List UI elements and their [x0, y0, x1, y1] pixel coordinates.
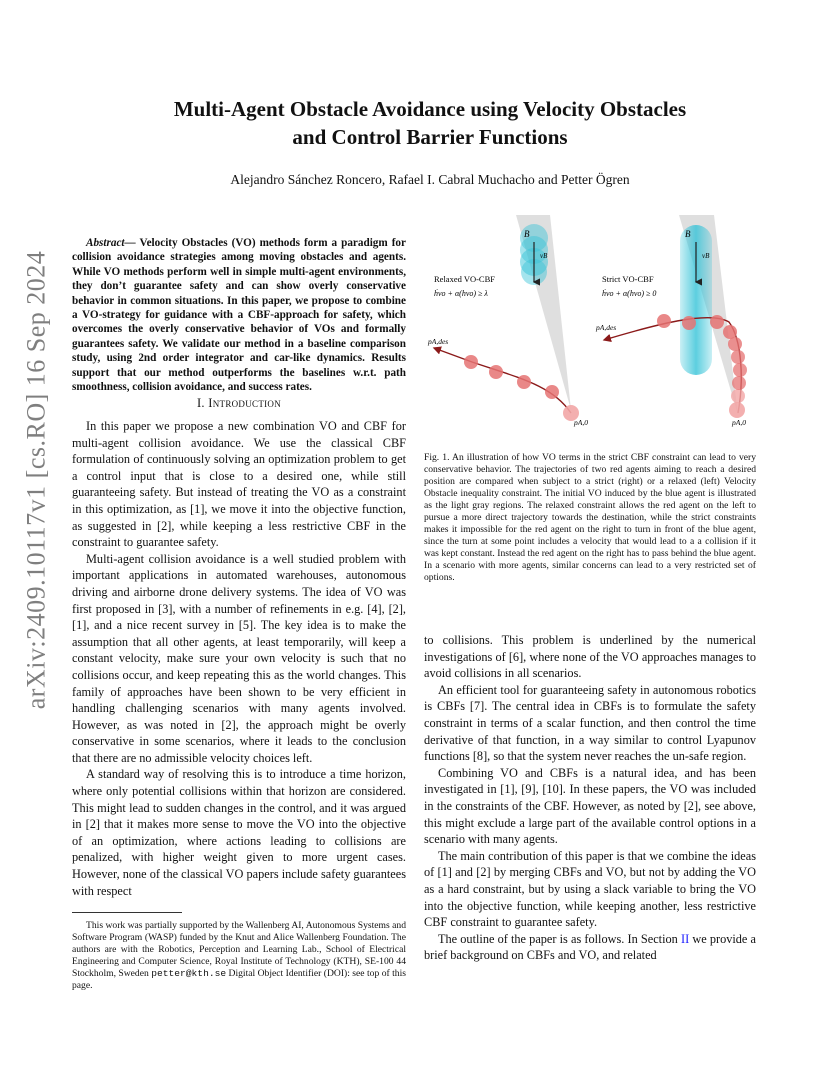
- arxiv-stamp-text: arXiv:2409.10117v1 [cs.RO] 16 Sep 2024: [21, 250, 50, 710]
- velocity-label-right: vB: [702, 252, 710, 260]
- trajectory-left: [434, 348, 571, 413]
- strict-label: Strict VO-CBF: [602, 274, 654, 284]
- footnote-rule: [72, 912, 182, 913]
- arxiv-stamp: [14, 250, 58, 710]
- title-line-2: and Control Barrier Functions: [292, 125, 568, 149]
- p-0-label-left: pA,0: [574, 418, 588, 427]
- footnote: [72, 920, 406, 992]
- strict-equation: ḣvo + α(hvo) ≥ 0: [602, 289, 657, 298]
- p-des-label-right: pA,des: [596, 323, 617, 332]
- figure-1-svg: [424, 210, 764, 435]
- figure-caption: [424, 452, 756, 584]
- right-column-text: [424, 632, 756, 964]
- title-line-1: Multi-Agent Obstacle Avoidance using Velocity Obstacles: [173, 97, 687, 121]
- intro-paragraph: A standard way of resolving this is to introduce a time horizon, where only potential collisions within that horizon are considered. This might lead to sudden changes in the control, and it was argued in [2] that it makes more sense to move the VO into the objective of an optimization, where actions leading to collisions are penalized, with higher weight given to more urgent cases. However, none of the classical VO papers include safety guarantees with respect: [72, 767, 406, 898]
- relaxed-label: Relaxed VO-CBF: [434, 274, 495, 284]
- paper-title: [80, 95, 780, 151]
- intro-paragraph: In this paper we propose a new combination VO and CBF for multi-agent collision avoidance. We use the classical CBF formulation of continuously solving an optimization problem to get a control input that is close to a desired one, while still guaranteeing safety. But instead of treating the VO as a constraint in this optimization, as [1], we move it into the objective function, as suggested in [2], while keeping a less restrictive CBF in the constraint to guarantee safety.: [72, 419, 406, 550]
- outline-text-start: The outline of the paper is as follows. In Section: [438, 931, 681, 946]
- figure-caption-text: Fig. 1. An illustration of how VO terms in the strict CBF constraint can lead to very conservative behavior. The trajectories of two red agents aiming to reach a desired position are compared when subject to a strict (right) or a relaxed (left) Velocity Obstacle inequality constraint. The initial VO induced by the blue agent is illustrated as the light gray regions. The relaxed constraint allows the red agent on the left to pursue a more direct trajectory towards the destination, while the strict constraints makes it impossible for the red agent on the right to turn in front of the blue agent, since the turn at some point includes a velocity that would lead to a a collision if it was kept constant. Instead the red agent on the right has to pass behind the blue agent. In a scenario with more agents, similar concerns can lead to a very restricted set of options.: [424, 452, 756, 583]
- agent-b-label-left: B: [524, 229, 530, 239]
- p-0-label-right: pA,0: [732, 418, 746, 427]
- agent-b-label-right: B: [685, 229, 691, 239]
- abstract-body: Velocity Obstacles (VO) methods form a paradigm for collision avoidance strategies among moving obstacles and agents. While VO methods perform well in simple multi-agent environments, they don’t guarantee safety and can show overly conservative behavior in common situations. In this paper, we propose to combine a VO-strategy for guidance with a CBF-approach for safety, which overcomes the overly conservative behavior of VOs and formally guarantees safety. We validate our method in a baseline comparison study, using 2nd order integrator and car-like dynamics. Results support that our method outperforms the baselines w.r.t. path smoothness, collision avoidance, and success rates.: [72, 237, 406, 394]
- body-paragraph: Combining VO and CBFs is a natural idea, and has been investigated in [1], [9], [10]. In these papers, the VO was included in the constraints of the CBF. However, as noted by [2], see above, this might exclude a large part of the available control options in a scenario with many agents.: [424, 765, 756, 847]
- body-paragraph: An efficient tool for guaranteeing safety in autonomous robotics is CBFs [7]. The central idea in CBFs is to formulate the safety constraint in terms of a scalar function, and then control the time derivative of that function, in a way similar to control Lyapunov functions [8], so that the system never reaches the un-safe region.: [424, 682, 756, 764]
- body-paragraph: to collisions. This problem is underlined by the numerical investigations of [6], where none of the VO approaches manages to avoid collisions in all scenarios.: [424, 633, 756, 681]
- authors: Alejandro Sánchez Roncero, Rafael I. Cabral Muchacho and Petter Ögren: [230, 172, 630, 187]
- intro-paragraph: Multi-agent collision avoidance is a well studied problem with important applications in automated warehouses, autonomous driving and airborne drone delivery systems. The idea of VO was first proposed in [3], with a number of refinements in e.g. [4], [2], [1], and a nice recent survey in [5]. The key idea is to make the assumption that all other agents, at least temporarily, will keep a constant velocity, make sure your own velocity is such that no collisions occur, and keep repeating this as the world changes. This family of approaches have been shown to be very efficient in handling challenging scenarios with many agents involved. However, as was noted in [2], the approach might be overly conservative in some scenarios, where it leads to the conclusion that there are no admissible velocity choices left.: [72, 551, 406, 765]
- footnote-email[interactable]: petter@kth.se: [151, 968, 227, 979]
- abstract-lead: Abstract—: [86, 237, 136, 249]
- figure-1: [424, 210, 764, 435]
- p-des-label-left: pA,des: [428, 337, 449, 346]
- abstract: [72, 236, 406, 394]
- section-heading-introduction: I. Introduction: [196, 396, 282, 410]
- relaxed-equation: ḣvo + α(hvo) ≥ λ: [434, 289, 488, 298]
- body-paragraph: The main contribution of this paper is that we combine the ideas of [1] and [2] by merging CBFs and VO, but not by adding the VO as a hard constraint, but by using a slack variable to bring the VO into the objective function, while keeping another, less restrictive CBF constraint to guarantee safety.: [424, 848, 756, 930]
- velocity-label-left: vB: [540, 252, 548, 260]
- intro-text: [72, 418, 406, 899]
- footnote-tail: Digital Object Identifier (DOI): see top of this page.: [72, 968, 406, 991]
- footnote-text: This work was partially supported by the Wallenberg AI, Autonomous Systems and Software Program (WASP) funded by the Knut and Alice Wallenberg Foundation. The authors are with the Robotics, Perception and Learning Lab., School of Electrical Engineering and Computer Science, Royal Institute of Technology (KTH), SE-100 44 Stockholm, Sweden: [72, 920, 406, 979]
- section-ref-link[interactable]: II: [680, 931, 690, 946]
- body-paragraph: [424, 931, 756, 964]
- outline-text-end: we provide a brief background on CBFs and VO, and related: [424, 931, 757, 963]
